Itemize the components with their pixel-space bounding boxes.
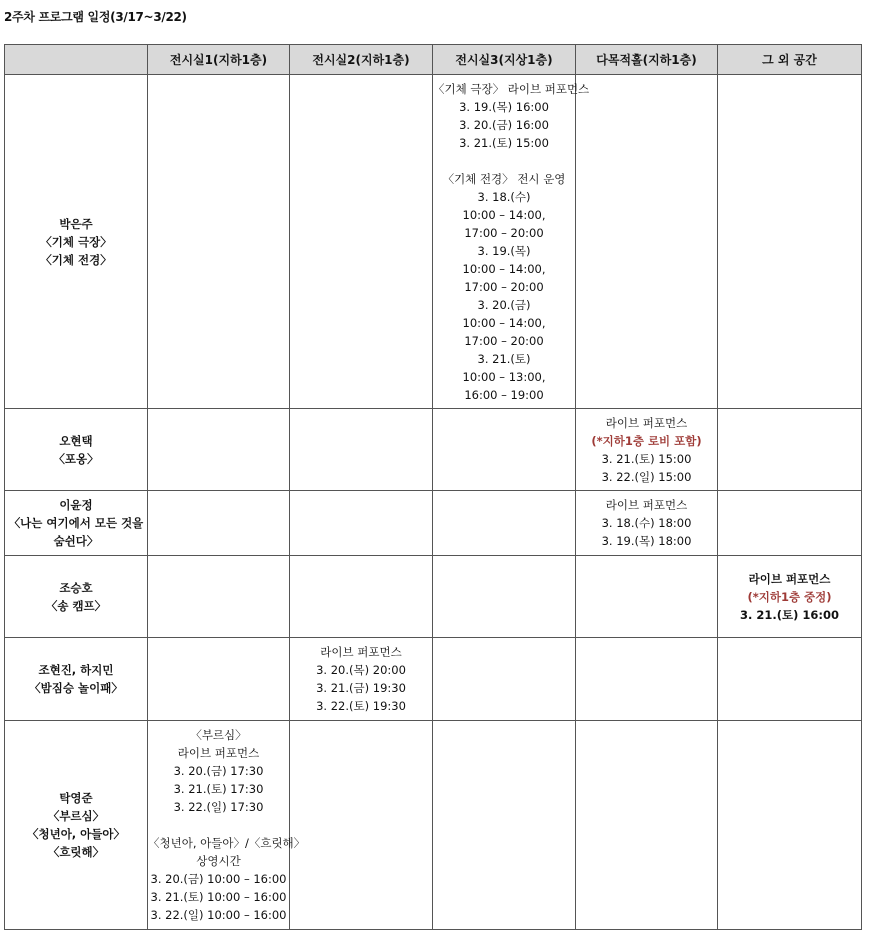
schedule-line: 3. 21.(토) 10:00 – 16:00 — [150, 890, 287, 904]
artist-name: 오현택 — [59, 433, 93, 448]
header-room3: 전시실3(지상1층) — [433, 45, 576, 75]
artist-name: 탁영준 — [59, 791, 93, 805]
table-row — [5, 75, 862, 409]
artist-name: 조현진, 하지민 — [38, 663, 114, 677]
artist-name: 박은주 — [59, 216, 93, 231]
table-row — [5, 556, 862, 638]
schedule-cell — [148, 409, 290, 491]
table-row — [5, 409, 862, 491]
schedule-line: 라이브 퍼포먼스 — [177, 746, 260, 760]
artist-name: 이윤정 — [59, 498, 93, 512]
work-title: 〈청년아, 아들아〉 — [26, 827, 126, 841]
schedule-cell — [718, 721, 862, 930]
schedule-line: 3. 20.(금) 10:00 – 16:00 — [150, 872, 287, 886]
artist-cell — [5, 75, 148, 409]
spacer — [148, 816, 289, 834]
work-title: 〈송 캠프〉 — [45, 598, 107, 613]
schedule-line: 라이브 퍼포먼스 — [748, 571, 831, 586]
artist-name: 조승호 — [59, 580, 93, 595]
artist-cell — [5, 491, 148, 556]
schedule-line: 17:00 – 20:00 — [464, 279, 544, 294]
schedule-line: 3. 21.(금) 19:30 — [316, 681, 406, 695]
schedule-line: 라이브 퍼포먼스 — [605, 498, 688, 512]
schedule-line: 3. 19.(목) 16:00 — [459, 99, 549, 114]
schedule-line: 17:00 – 20:00 — [464, 333, 544, 348]
schedule-cell — [290, 491, 433, 556]
schedule-line: 3. 21.(토) 16:00 — [740, 607, 839, 622]
work-title: 〈기체 전경〉 — [40, 252, 112, 267]
location-note: (*지하1층 로비 포함) — [591, 433, 702, 448]
artist-cell — [5, 409, 148, 491]
schedule-line: 3. 20.(금) — [477, 297, 531, 312]
schedule-line: 3. 21.(토) 17:30 — [173, 782, 264, 796]
artist-cell — [5, 721, 148, 930]
schedule-cell — [148, 556, 290, 638]
schedule-line: 16:00 – 19:00 — [464, 387, 544, 402]
schedule-cell — [576, 75, 718, 409]
schedule-cell — [433, 721, 576, 930]
schedule-cell — [433, 409, 576, 491]
schedule-line: 3. 19.(목) — [477, 243, 531, 258]
header-other-space: 그 외 공간 — [718, 45, 862, 75]
page-title: 2주차 프로그램 일정(3/17~3/22) — [4, 10, 187, 24]
schedule-cell — [290, 721, 433, 930]
work-title: 〈부르심〉 — [47, 809, 105, 823]
schedule-line: 3. 20.(금) 16:00 — [459, 117, 549, 132]
schedule-line: 3. 22.(일) 15:00 — [601, 469, 692, 484]
schedule-cell — [718, 409, 862, 491]
schedule-cell — [148, 638, 290, 721]
header-multipurpose-hall: 다목적홀(지하1층) — [576, 45, 718, 75]
schedule-line: 〈기체 전경〉 전시 운영 — [442, 171, 566, 186]
work-title: 〈포옹〉 — [53, 451, 99, 466]
work-title: 〈흐릿해〉 — [47, 845, 105, 859]
schedule-line: 〈부르심〉 — [190, 728, 247, 742]
schedule-cell — [718, 556, 862, 638]
schedule-line: 〈청년아, 아들아〉/〈흐릿해〉 — [148, 836, 306, 850]
schedule-line: 3. 20.(금) 17:30 — [173, 764, 264, 778]
work-title: 〈기체 극장〉 — [40, 234, 112, 249]
header-row — [5, 45, 862, 75]
schedule-cell — [576, 491, 718, 556]
schedule-cell — [433, 491, 576, 556]
schedule-cell — [148, 721, 306, 930]
schedule-line: 3. 18.(수) 18:00 — [601, 516, 692, 530]
schedule-table — [4, 44, 862, 930]
schedule-cell — [148, 491, 290, 556]
work-title: 〈나는 여기에서 모든 것을 — [8, 516, 144, 530]
work-title: 〈밤짐승 놀이패〉 — [29, 681, 123, 695]
artist-cell — [5, 556, 148, 638]
schedule-line: 3. 22.(일) 10:00 – 16:00 — [150, 908, 287, 922]
schedule-cell — [290, 409, 433, 491]
table-row — [5, 491, 862, 556]
schedule-cell — [290, 75, 433, 409]
header-room1: 전시실1(지하1층) — [148, 45, 290, 75]
schedule-cell — [576, 409, 718, 491]
header-cell-empty — [5, 45, 148, 75]
schedule-cell — [290, 638, 433, 721]
schedule-cell — [576, 556, 718, 638]
schedule-line: 3. 22.(일) 17:30 — [173, 800, 264, 814]
schedule-cell — [718, 638, 862, 721]
table-row — [5, 638, 862, 721]
schedule-line: 3. 21.(토) 15:00 — [601, 451, 692, 466]
schedule-cell — [148, 75, 290, 409]
schedule-line: 3. 18.(수) — [477, 189, 531, 204]
schedule-cell — [433, 75, 590, 409]
schedule-line: 3. 21.(토) 15:00 — [459, 135, 549, 150]
table-row — [5, 721, 862, 930]
schedule-line: 3. 20.(목) 20:00 — [316, 663, 406, 677]
schedule-line: 10:00 – 14:00, — [462, 261, 546, 276]
schedule-line: 라이브 퍼포먼스 — [320, 645, 402, 659]
location-note: (*지하1층 중정) — [747, 589, 832, 604]
schedule-cell — [290, 556, 433, 638]
spacer — [433, 152, 575, 170]
schedule-cell — [576, 721, 718, 930]
schedule-cell — [576, 638, 718, 721]
schedule-line: 10:00 – 13:00, — [462, 369, 546, 384]
schedule-line: 10:00 – 14:00, — [462, 315, 546, 330]
header-room2: 전시실2(지하1층) — [290, 45, 433, 75]
schedule-line: 3. 21.(토) — [477, 351, 531, 366]
schedule-cell — [718, 491, 862, 556]
schedule-line: 3. 19.(목) 18:00 — [601, 534, 692, 548]
schedule-line: 〈기체 극장〉 라이브 퍼포먼스 — [433, 81, 590, 96]
artist-cell — [5, 638, 148, 721]
work-title: 숨쉰다〉 — [53, 534, 99, 548]
schedule-line: 상영시간 — [196, 854, 241, 868]
schedule-line: 10:00 – 14:00, — [462, 207, 546, 222]
schedule-cell — [718, 75, 862, 409]
schedule-line: 17:00 – 20:00 — [464, 225, 544, 240]
schedule-cell — [433, 638, 576, 721]
schedule-line: 라이브 퍼포먼스 — [605, 415, 688, 430]
schedule-cell — [433, 556, 576, 638]
schedule-line: 3. 22.(토) 19:30 — [316, 699, 406, 713]
